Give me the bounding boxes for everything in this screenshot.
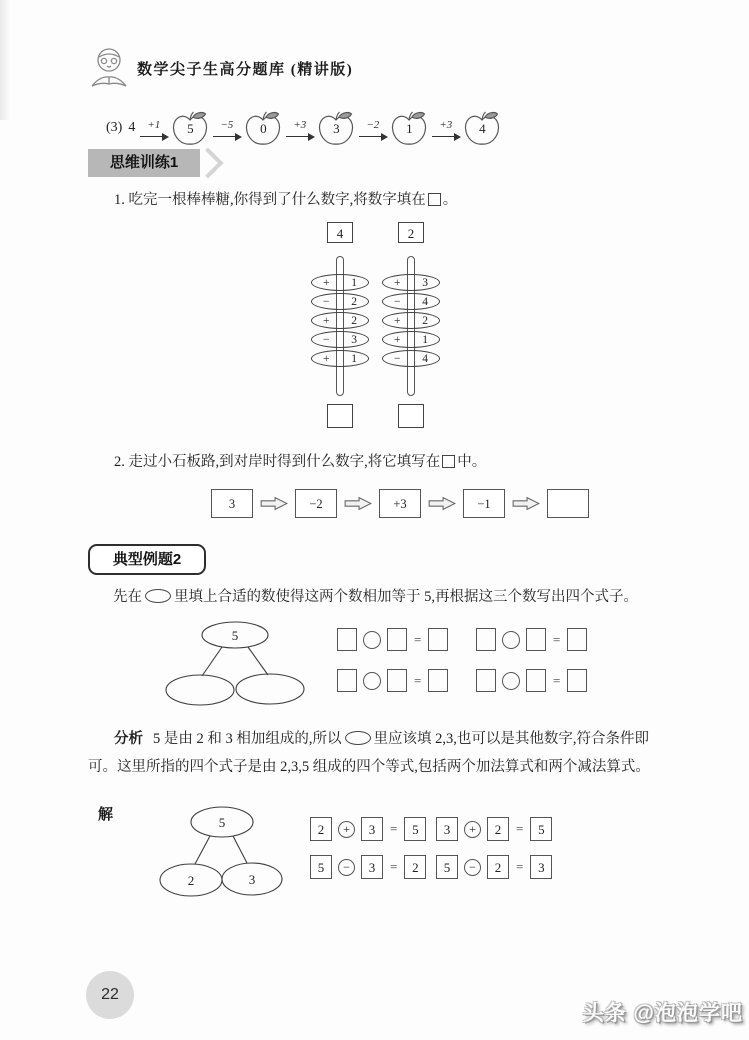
problem3-start-number: 4 <box>128 120 136 135</box>
equation-result-box: 5 <box>404 817 426 841</box>
lollipop-answer-box <box>327 404 353 428</box>
bond-right-number: 3 <box>248 872 256 887</box>
step-operation: −2 <box>366 119 380 131</box>
problem3-step <box>210 110 283 147</box>
equation-box: 5 <box>310 855 332 879</box>
blank-answer-box <box>567 628 587 651</box>
blank-box <box>476 669 496 692</box>
solution-number-bond-diagram <box>148 798 308 903</box>
blank-box <box>337 628 357 651</box>
block-arrow-icon <box>344 496 372 511</box>
analysis-pre: 5 是由 2 和 3 相加组成的,所以 <box>153 731 342 747</box>
candy-operator: − <box>323 295 330 308</box>
problem3-step <box>283 110 356 147</box>
arrow-right-icon <box>432 119 459 137</box>
arrow-right-icon <box>140 119 167 137</box>
apple-number: 1 <box>406 120 413 136</box>
lollipop-candy <box>311 274 369 291</box>
lollipop-candy <box>311 293 369 310</box>
equation-box: 2 <box>487 855 509 879</box>
blank-box <box>476 628 496 651</box>
path-box: +3 <box>379 489 421 518</box>
candy-number: 1 <box>351 276 357 289</box>
stone-path-row <box>211 489 589 518</box>
equation-result-box: 5 <box>530 817 552 841</box>
question1-post: 。 <box>442 192 458 208</box>
candy-number: 2 <box>351 295 357 308</box>
operator-circle: − <box>464 859 481 876</box>
candy-number: 4 <box>422 295 428 308</box>
candy-operator: + <box>323 352 330 365</box>
apple-icon <box>316 110 356 147</box>
lollipop-candy <box>311 331 369 348</box>
arrow-right-icon <box>359 119 386 137</box>
operator-circle: − <box>338 859 355 876</box>
problem3-step <box>356 110 429 147</box>
equation-result-box: 2 <box>404 855 426 879</box>
blank-answer-box <box>567 669 587 692</box>
apple-number: 5 <box>187 120 194 136</box>
analysis-paragraph <box>88 726 666 781</box>
solution-equation <box>436 855 552 879</box>
analysis-post: 里应该填 2,3,也可以是其他数字,符合条件即可。这里所指的四个式子是由 2,3,5 组成的四个等式,包括两个加法算式和两个减法算式。 <box>88 731 650 775</box>
blank-answer-box <box>428 669 448 692</box>
candy-number: 1 <box>351 352 357 365</box>
lollipop-candy <box>382 274 440 291</box>
solution-equation <box>310 855 426 879</box>
block-arrow-icon <box>260 496 288 511</box>
equation-box: 2 <box>487 817 509 841</box>
path-answer-box <box>547 489 589 518</box>
blank-answer-box <box>428 628 448 651</box>
candy-number: 3 <box>351 333 357 346</box>
question2-pre: 2. 走过小石板路,到对岸时得到什么数字,将它填写在 <box>114 454 441 470</box>
equals-sign: = <box>553 631 561 647</box>
inline-oval-icon <box>345 731 371 745</box>
arrow-right-icon <box>286 119 313 137</box>
equals-sign: = <box>390 821 398 836</box>
number-bond-diagram <box>158 612 313 712</box>
lollipop-candy <box>382 331 440 348</box>
mascot-logo-icon <box>84 44 134 92</box>
apple-icon <box>389 110 429 147</box>
candy-operator: + <box>394 276 401 289</box>
equals-sign: = <box>414 672 422 688</box>
step-operation: +3 <box>439 119 453 131</box>
blank-box <box>526 669 546 692</box>
candy-operator: − <box>323 333 330 346</box>
bond-top-number: 5 <box>231 628 239 643</box>
candy-operator: + <box>323 314 330 327</box>
watermark: 头条 @泡泡学吧 <box>582 1002 743 1025</box>
candy-operator: − <box>394 352 401 365</box>
apple-number: 0 <box>260 120 267 136</box>
candy-number: 2 <box>422 314 428 327</box>
step-operation: +1 <box>147 119 161 131</box>
candy-number: 4 <box>422 352 428 365</box>
training-section-badge: 思维训练1 <box>88 149 200 177</box>
solution-equation <box>310 817 426 841</box>
blank-equation <box>476 669 587 692</box>
inline-oval-icon <box>145 589 171 603</box>
candy-number: 1 <box>422 333 428 346</box>
blank-operator-circle <box>363 631 381 649</box>
inline-square-icon <box>442 455 455 468</box>
path-box: −2 <box>295 489 337 518</box>
candy-number: 3 <box>422 276 428 289</box>
apple-icon <box>462 110 502 147</box>
blank-box <box>526 628 546 651</box>
equals-sign: = <box>516 821 524 836</box>
blank-box <box>387 669 407 692</box>
step-operation: −5 <box>220 119 234 131</box>
solution-label: 解 <box>98 807 114 823</box>
intro-post: 里填上合适的数使得这两个数相加等于 5,再根据这三个数写出四个式子。 <box>174 589 638 605</box>
book-title: 数学尖子生高分题库 (精讲版) <box>137 62 354 78</box>
blank-operator-circle <box>363 672 381 690</box>
intro-pre: 先在 <box>113 589 142 605</box>
blank-operator-circle <box>502 672 520 690</box>
lollipop-diagram <box>305 222 375 434</box>
equals-sign: = <box>390 859 398 874</box>
equation-box: 3 <box>361 817 383 841</box>
equation-result-box: 3 <box>530 855 552 879</box>
arrow-right-icon <box>213 119 240 137</box>
question1-pre: 1. 吃完一根棒棒糖,你得到了什么数字,将数字填在 <box>114 192 426 208</box>
lollipop-candy <box>382 293 440 310</box>
problem3-label: (3) <box>106 120 123 135</box>
step-operation: +3 <box>293 119 307 131</box>
question2-text <box>114 450 486 471</box>
candy-operator: − <box>394 295 401 308</box>
problem3-step <box>429 110 502 147</box>
lollipop-candy <box>382 350 440 367</box>
bond-top-number: 5 <box>218 815 226 830</box>
equation-box: 3 <box>361 855 383 879</box>
blank-box <box>337 669 357 692</box>
candy-operator: + <box>394 314 401 327</box>
blank-equation <box>337 628 448 651</box>
problem3-step <box>137 110 210 147</box>
lollipop-answer-box <box>398 404 424 428</box>
question2-post: 中。 <box>457 454 487 470</box>
blank-operator-circle <box>502 631 520 649</box>
solution-equation <box>436 817 552 841</box>
path-box: 3 <box>211 489 253 518</box>
operator-circle: + <box>464 821 481 838</box>
operator-circle: + <box>338 821 355 838</box>
example-intro-text <box>113 585 638 606</box>
lollipop-top-box: 2 <box>398 222 424 243</box>
lollipop-top-box: 4 <box>327 222 353 243</box>
lollipop-diagram <box>376 222 446 434</box>
equation-box: 3 <box>436 817 458 841</box>
analysis-label: 分析 <box>114 731 143 747</box>
apple-icon <box>170 110 210 147</box>
lollipop-candy <box>382 312 440 329</box>
equation-box: 5 <box>436 855 458 879</box>
candy-operator: + <box>394 333 401 346</box>
apple-icon <box>243 110 283 147</box>
equals-sign: = <box>553 672 561 688</box>
example-section-badge: 典型例题2 <box>88 544 206 575</box>
equals-sign: = <box>414 631 422 647</box>
block-arrow-icon <box>512 496 540 511</box>
apple-number: 4 <box>479 120 486 136</box>
blank-equation <box>476 628 587 651</box>
apple-number: 3 <box>333 120 340 136</box>
candy-operator: + <box>323 276 330 289</box>
lollipop-candy <box>311 312 369 329</box>
lollipop-candy <box>311 350 369 367</box>
bond-left-number: 2 <box>187 873 195 888</box>
problem3-row <box>106 108 502 148</box>
candy-number: 2 <box>351 314 357 327</box>
equation-box: 2 <box>310 817 332 841</box>
path-box: −1 <box>463 489 505 518</box>
inline-square-icon <box>428 193 441 206</box>
equals-sign: = <box>516 859 524 874</box>
blank-equation <box>337 669 448 692</box>
block-arrow-icon <box>428 496 456 511</box>
page-number: 22 <box>86 971 134 1019</box>
blank-box <box>387 628 407 651</box>
question1-text <box>114 188 457 209</box>
